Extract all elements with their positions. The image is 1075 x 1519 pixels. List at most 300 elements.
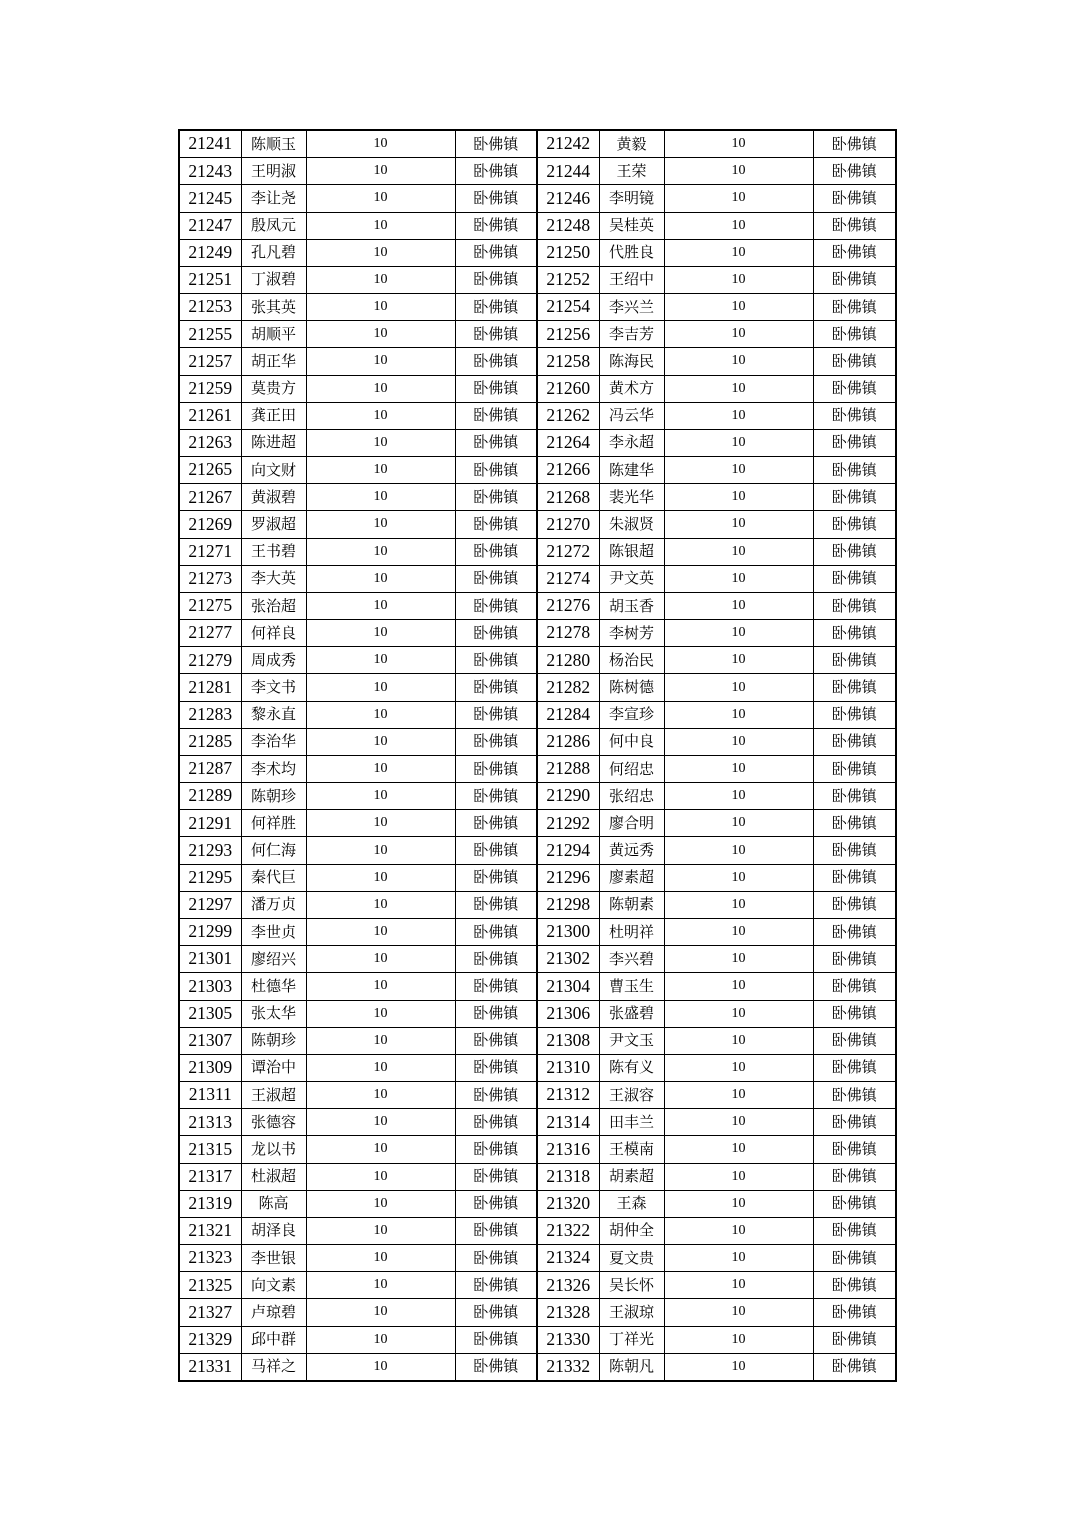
right-id-cell: 21298 (537, 891, 599, 918)
left-name-cell: 丁淑碧 (241, 266, 306, 293)
right-id-cell: 21246 (537, 185, 599, 212)
right-amount-cell: 10 (664, 158, 813, 185)
table-row (179, 565, 896, 592)
left-name-cell: 张太华 (241, 1000, 306, 1027)
right-id-cell: 21330 (537, 1326, 599, 1353)
table-row (179, 891, 896, 918)
left-id-cell: 21315 (179, 1136, 241, 1163)
right-id-cell: 21252 (537, 266, 599, 293)
right-town-cell: 卧佛镇 (813, 1027, 896, 1054)
table-row (179, 973, 896, 1000)
table-row (179, 701, 896, 728)
left-amount-cell: 10 (306, 511, 455, 538)
left-amount-cell: 10 (306, 1109, 455, 1136)
left-id-cell: 21301 (179, 946, 241, 973)
left-town-cell: 卧佛镇 (455, 674, 537, 701)
right-id-cell: 21316 (537, 1136, 599, 1163)
right-id-cell: 21262 (537, 402, 599, 429)
left-town-cell: 卧佛镇 (455, 783, 537, 810)
right-name-cell: 陈朝素 (599, 891, 664, 918)
right-amount-cell: 10 (664, 701, 813, 728)
right-name-cell: 丁祥光 (599, 1326, 664, 1353)
left-name-cell: 李治华 (241, 728, 306, 755)
left-amount-cell: 10 (306, 239, 455, 266)
right-amount-cell: 10 (664, 728, 813, 755)
right-town-cell: 卧佛镇 (813, 592, 896, 619)
right-amount-cell: 10 (664, 837, 813, 864)
left-town-cell: 卧佛镇 (455, 565, 537, 592)
table-row (179, 266, 896, 293)
right-id-cell: 21268 (537, 484, 599, 511)
right-town-cell: 卧佛镇 (813, 1082, 896, 1109)
table-row (179, 185, 896, 212)
left-amount-cell: 10 (306, 375, 455, 402)
right-id-cell: 21332 (537, 1353, 599, 1381)
left-id-cell: 21259 (179, 375, 241, 402)
left-id-cell: 21265 (179, 457, 241, 484)
right-town-cell: 卧佛镇 (813, 565, 896, 592)
left-amount-cell: 10 (306, 1245, 455, 1272)
left-town-cell: 卧佛镇 (455, 1272, 537, 1299)
left-name-cell: 何仁海 (241, 837, 306, 864)
right-town-cell: 卧佛镇 (813, 1217, 896, 1244)
left-amount-cell: 10 (306, 1054, 455, 1081)
left-id-cell: 21321 (179, 1217, 241, 1244)
table-row (179, 375, 896, 402)
right-name-cell: 胡仲全 (599, 1217, 664, 1244)
right-amount-cell: 10 (664, 538, 813, 565)
right-id-cell: 21288 (537, 755, 599, 782)
left-amount-cell: 10 (306, 294, 455, 321)
left-amount-cell: 10 (306, 321, 455, 348)
table-row (179, 946, 896, 973)
left-name-cell: 杜德华 (241, 973, 306, 1000)
left-amount-cell: 10 (306, 592, 455, 619)
right-town-cell: 卧佛镇 (813, 755, 896, 782)
right-id-cell: 21318 (537, 1163, 599, 1190)
left-id-cell: 21269 (179, 511, 241, 538)
right-name-cell: 李兴碧 (599, 946, 664, 973)
table-row (179, 348, 896, 375)
roster-table (178, 129, 897, 1382)
right-amount-cell: 10 (664, 1245, 813, 1272)
right-amount-cell: 10 (664, 1109, 813, 1136)
right-id-cell: 21304 (537, 973, 599, 1000)
right-id-cell: 21266 (537, 457, 599, 484)
right-name-cell: 廖素超 (599, 864, 664, 891)
left-id-cell: 21323 (179, 1245, 241, 1272)
right-amount-cell: 10 (664, 891, 813, 918)
left-name-cell: 陈进超 (241, 429, 306, 456)
right-amount-cell: 10 (664, 647, 813, 674)
left-amount-cell: 10 (306, 185, 455, 212)
left-town-cell: 卧佛镇 (455, 348, 537, 375)
right-name-cell: 冯云华 (599, 402, 664, 429)
right-amount-cell: 10 (664, 973, 813, 1000)
left-name-cell: 王明淑 (241, 158, 306, 185)
right-name-cell: 何中良 (599, 728, 664, 755)
left-amount-cell: 10 (306, 212, 455, 239)
right-town-cell: 卧佛镇 (813, 511, 896, 538)
left-town-cell: 卧佛镇 (455, 212, 537, 239)
left-town-cell: 卧佛镇 (455, 1000, 537, 1027)
right-amount-cell: 10 (664, 212, 813, 239)
left-town-cell: 卧佛镇 (455, 1326, 537, 1353)
left-id-cell: 21313 (179, 1109, 241, 1136)
right-amount-cell: 10 (664, 1353, 813, 1381)
right-name-cell: 朱淑贤 (599, 511, 664, 538)
right-town-cell: 卧佛镇 (813, 1299, 896, 1326)
right-name-cell: 尹文玉 (599, 1027, 664, 1054)
right-amount-cell: 10 (664, 1054, 813, 1081)
right-name-cell: 张绍忠 (599, 783, 664, 810)
right-amount-cell: 10 (664, 1000, 813, 1027)
right-name-cell: 陈建华 (599, 457, 664, 484)
left-town-cell: 卧佛镇 (455, 1136, 537, 1163)
right-amount-cell: 10 (664, 375, 813, 402)
right-town-cell: 卧佛镇 (813, 158, 896, 185)
table-row (179, 294, 896, 321)
table-row (179, 429, 896, 456)
left-id-cell: 21327 (179, 1299, 241, 1326)
right-id-cell: 21322 (537, 1217, 599, 1244)
left-town-cell: 卧佛镇 (455, 321, 537, 348)
table-row (179, 918, 896, 945)
right-id-cell: 21296 (537, 864, 599, 891)
right-amount-cell: 10 (664, 946, 813, 973)
left-id-cell: 21305 (179, 1000, 241, 1027)
left-name-cell: 胡顺平 (241, 321, 306, 348)
left-name-cell: 王书碧 (241, 538, 306, 565)
right-name-cell: 李宣珍 (599, 701, 664, 728)
right-amount-cell: 10 (664, 185, 813, 212)
right-id-cell: 21294 (537, 837, 599, 864)
left-id-cell: 21245 (179, 185, 241, 212)
right-amount-cell: 10 (664, 1272, 813, 1299)
left-town-cell: 卧佛镇 (455, 429, 537, 456)
left-amount-cell: 10 (306, 973, 455, 1000)
right-id-cell: 21250 (537, 239, 599, 266)
table-row (179, 755, 896, 782)
table-row (179, 1272, 896, 1299)
right-name-cell: 王淑容 (599, 1082, 664, 1109)
left-town-cell: 卧佛镇 (455, 158, 537, 185)
table-row (179, 1027, 896, 1054)
right-name-cell: 裴光华 (599, 484, 664, 511)
left-id-cell: 21295 (179, 864, 241, 891)
right-name-cell: 李兴兰 (599, 294, 664, 321)
table-row (179, 810, 896, 837)
right-name-cell: 王森 (599, 1190, 664, 1217)
right-id-cell: 21274 (537, 565, 599, 592)
left-town-cell: 卧佛镇 (455, 1190, 537, 1217)
table-row (179, 1109, 896, 1136)
left-amount-cell: 10 (306, 429, 455, 456)
left-town-cell: 卧佛镇 (455, 239, 537, 266)
table-row (179, 321, 896, 348)
left-town-cell: 卧佛镇 (455, 946, 537, 973)
left-town-cell: 卧佛镇 (455, 511, 537, 538)
left-town-cell: 卧佛镇 (455, 728, 537, 755)
left-id-cell: 21291 (179, 810, 241, 837)
right-town-cell: 卧佛镇 (813, 946, 896, 973)
table-row (179, 1136, 896, 1163)
left-name-cell: 陈朝珍 (241, 783, 306, 810)
right-name-cell: 陈海民 (599, 348, 664, 375)
left-town-cell: 卧佛镇 (455, 701, 537, 728)
right-id-cell: 21310 (537, 1054, 599, 1081)
left-name-cell: 李让尧 (241, 185, 306, 212)
left-amount-cell: 10 (306, 538, 455, 565)
left-town-cell: 卧佛镇 (455, 755, 537, 782)
left-town-cell: 卧佛镇 (455, 266, 537, 293)
left-name-cell: 莫贵方 (241, 375, 306, 402)
left-id-cell: 21293 (179, 837, 241, 864)
right-town-cell: 卧佛镇 (813, 212, 896, 239)
right-amount-cell: 10 (664, 402, 813, 429)
left-town-cell: 卧佛镇 (455, 918, 537, 945)
left-town-cell: 卧佛镇 (455, 294, 537, 321)
right-id-cell: 21328 (537, 1299, 599, 1326)
right-town-cell: 卧佛镇 (813, 348, 896, 375)
left-town-cell: 卧佛镇 (455, 185, 537, 212)
left-name-cell: 陈高 (241, 1190, 306, 1217)
left-amount-cell: 10 (306, 864, 455, 891)
right-amount-cell: 10 (664, 294, 813, 321)
left-amount-cell: 10 (306, 1272, 455, 1299)
table-row (179, 1217, 896, 1244)
left-id-cell: 21261 (179, 402, 241, 429)
right-id-cell: 21302 (537, 946, 599, 973)
right-town-cell: 卧佛镇 (813, 239, 896, 266)
right-amount-cell: 10 (664, 1326, 813, 1353)
left-name-cell: 何祥良 (241, 620, 306, 647)
left-amount-cell: 10 (306, 891, 455, 918)
right-id-cell: 21264 (537, 429, 599, 456)
right-id-cell: 21308 (537, 1027, 599, 1054)
right-town-cell: 卧佛镇 (813, 266, 896, 293)
right-town-cell: 卧佛镇 (813, 484, 896, 511)
table-row (179, 674, 896, 701)
left-town-cell: 卧佛镇 (455, 1245, 537, 1272)
left-amount-cell: 10 (306, 402, 455, 429)
right-town-cell: 卧佛镇 (813, 1245, 896, 1272)
left-id-cell: 21289 (179, 783, 241, 810)
right-name-cell: 李树芳 (599, 620, 664, 647)
right-town-cell: 卧佛镇 (813, 538, 896, 565)
left-id-cell: 21263 (179, 429, 241, 456)
left-town-cell: 卧佛镇 (455, 1082, 537, 1109)
left-name-cell: 王淑超 (241, 1082, 306, 1109)
right-name-cell: 陈银超 (599, 538, 664, 565)
right-amount-cell: 10 (664, 429, 813, 456)
right-town-cell: 卧佛镇 (813, 674, 896, 701)
right-amount-cell: 10 (664, 1136, 813, 1163)
left-name-cell: 周成秀 (241, 647, 306, 674)
right-amount-cell: 10 (664, 864, 813, 891)
left-amount-cell: 10 (306, 701, 455, 728)
right-town-cell: 卧佛镇 (813, 1326, 896, 1353)
right-town-cell: 卧佛镇 (813, 701, 896, 728)
left-id-cell: 21255 (179, 321, 241, 348)
left-amount-cell: 10 (306, 1190, 455, 1217)
left-id-cell: 21309 (179, 1054, 241, 1081)
right-name-cell: 王绍中 (599, 266, 664, 293)
left-town-cell: 卧佛镇 (455, 402, 537, 429)
right-id-cell: 21244 (537, 158, 599, 185)
left-amount-cell: 10 (306, 266, 455, 293)
right-amount-cell: 10 (664, 620, 813, 647)
left-id-cell: 21325 (179, 1272, 241, 1299)
table-row (179, 647, 896, 674)
table-row (179, 783, 896, 810)
right-town-cell: 卧佛镇 (813, 375, 896, 402)
left-name-cell: 卢琼碧 (241, 1299, 306, 1326)
left-id-cell: 21329 (179, 1326, 241, 1353)
right-town-cell: 卧佛镇 (813, 457, 896, 484)
left-town-cell: 卧佛镇 (455, 1299, 537, 1326)
left-amount-cell: 10 (306, 348, 455, 375)
left-name-cell: 李大英 (241, 565, 306, 592)
right-amount-cell: 10 (664, 1163, 813, 1190)
left-town-cell: 卧佛镇 (455, 1027, 537, 1054)
right-town-cell: 卧佛镇 (813, 620, 896, 647)
table-row (179, 1163, 896, 1190)
right-town-cell: 卧佛镇 (813, 429, 896, 456)
left-town-cell: 卧佛镇 (455, 375, 537, 402)
left-amount-cell: 10 (306, 810, 455, 837)
left-amount-cell: 10 (306, 837, 455, 864)
right-town-cell: 卧佛镇 (813, 864, 896, 891)
left-id-cell: 21247 (179, 212, 241, 239)
left-amount-cell: 10 (306, 918, 455, 945)
right-name-cell: 陈树德 (599, 674, 664, 701)
left-amount-cell: 10 (306, 565, 455, 592)
left-town-cell: 卧佛镇 (455, 592, 537, 619)
left-town-cell: 卧佛镇 (455, 1109, 537, 1136)
right-id-cell: 21276 (537, 592, 599, 619)
left-amount-cell: 10 (306, 1027, 455, 1054)
right-name-cell: 廖合明 (599, 810, 664, 837)
left-town-cell: 卧佛镇 (455, 457, 537, 484)
table-row (179, 484, 896, 511)
left-id-cell: 21281 (179, 674, 241, 701)
right-id-cell: 21280 (537, 647, 599, 674)
right-id-cell: 21312 (537, 1082, 599, 1109)
left-name-cell: 谭治中 (241, 1054, 306, 1081)
right-name-cell: 李明镜 (599, 185, 664, 212)
table-row (179, 1353, 896, 1381)
right-amount-cell: 10 (664, 592, 813, 619)
table-row (179, 1326, 896, 1353)
left-id-cell: 21257 (179, 348, 241, 375)
right-amount-cell: 10 (664, 783, 813, 810)
right-amount-cell: 10 (664, 565, 813, 592)
right-name-cell: 代胜良 (599, 239, 664, 266)
left-amount-cell: 10 (306, 647, 455, 674)
left-name-cell: 胡泽良 (241, 1217, 306, 1244)
right-id-cell: 21314 (537, 1109, 599, 1136)
table-row (179, 1190, 896, 1217)
right-id-cell: 21326 (537, 1272, 599, 1299)
left-name-cell: 龙以书 (241, 1136, 306, 1163)
left-name-cell: 秦代巨 (241, 864, 306, 891)
left-amount-cell: 10 (306, 1000, 455, 1027)
right-amount-cell: 10 (664, 1027, 813, 1054)
right-name-cell: 胡素超 (599, 1163, 664, 1190)
right-town-cell: 卧佛镇 (813, 294, 896, 321)
left-name-cell: 何祥胜 (241, 810, 306, 837)
left-name-cell: 陈顺玉 (241, 130, 306, 158)
table-row (179, 538, 896, 565)
left-amount-cell: 10 (306, 674, 455, 701)
left-name-cell: 殷凤元 (241, 212, 306, 239)
table-row (179, 864, 896, 891)
right-id-cell: 21260 (537, 375, 599, 402)
left-id-cell: 21243 (179, 158, 241, 185)
table-row (179, 511, 896, 538)
table-row (179, 592, 896, 619)
table-row (179, 239, 896, 266)
left-id-cell: 21249 (179, 239, 241, 266)
right-town-cell: 卧佛镇 (813, 918, 896, 945)
left-id-cell: 21307 (179, 1027, 241, 1054)
right-town-cell: 卧佛镇 (813, 1353, 896, 1381)
table-row (179, 402, 896, 429)
left-town-cell: 卧佛镇 (455, 837, 537, 864)
left-amount-cell: 10 (306, 946, 455, 973)
right-town-cell: 卧佛镇 (813, 837, 896, 864)
right-id-cell: 21242 (537, 130, 599, 158)
right-name-cell: 李永超 (599, 429, 664, 456)
left-id-cell: 21285 (179, 728, 241, 755)
left-name-cell: 潘万贞 (241, 891, 306, 918)
left-id-cell: 21271 (179, 538, 241, 565)
right-amount-cell: 10 (664, 266, 813, 293)
left-name-cell: 廖绍兴 (241, 946, 306, 973)
left-name-cell: 龚正田 (241, 402, 306, 429)
right-amount-cell: 10 (664, 348, 813, 375)
table-row (179, 620, 896, 647)
left-amount-cell: 10 (306, 620, 455, 647)
right-name-cell: 王荣 (599, 158, 664, 185)
left-name-cell: 张治超 (241, 592, 306, 619)
right-town-cell: 卧佛镇 (813, 1190, 896, 1217)
left-amount-cell: 10 (306, 755, 455, 782)
table-row (179, 1000, 896, 1027)
left-name-cell: 李世银 (241, 1245, 306, 1272)
right-town-cell: 卧佛镇 (813, 1136, 896, 1163)
right-name-cell: 黄远秀 (599, 837, 664, 864)
table-row (179, 1245, 896, 1272)
right-amount-cell: 10 (664, 130, 813, 158)
right-name-cell: 陈有义 (599, 1054, 664, 1081)
left-id-cell: 21287 (179, 755, 241, 782)
right-id-cell: 21306 (537, 1000, 599, 1027)
table-row (179, 158, 896, 185)
left-name-cell: 罗淑超 (241, 511, 306, 538)
right-town-cell: 卧佛镇 (813, 891, 896, 918)
right-amount-cell: 10 (664, 1082, 813, 1109)
right-amount-cell: 10 (664, 755, 813, 782)
right-name-cell: 尹文英 (599, 565, 664, 592)
left-town-cell: 卧佛镇 (455, 130, 537, 158)
left-amount-cell: 10 (306, 1299, 455, 1326)
right-id-cell: 21284 (537, 701, 599, 728)
right-name-cell: 黄毅 (599, 130, 664, 158)
left-name-cell: 杜淑超 (241, 1163, 306, 1190)
table-row (179, 837, 896, 864)
